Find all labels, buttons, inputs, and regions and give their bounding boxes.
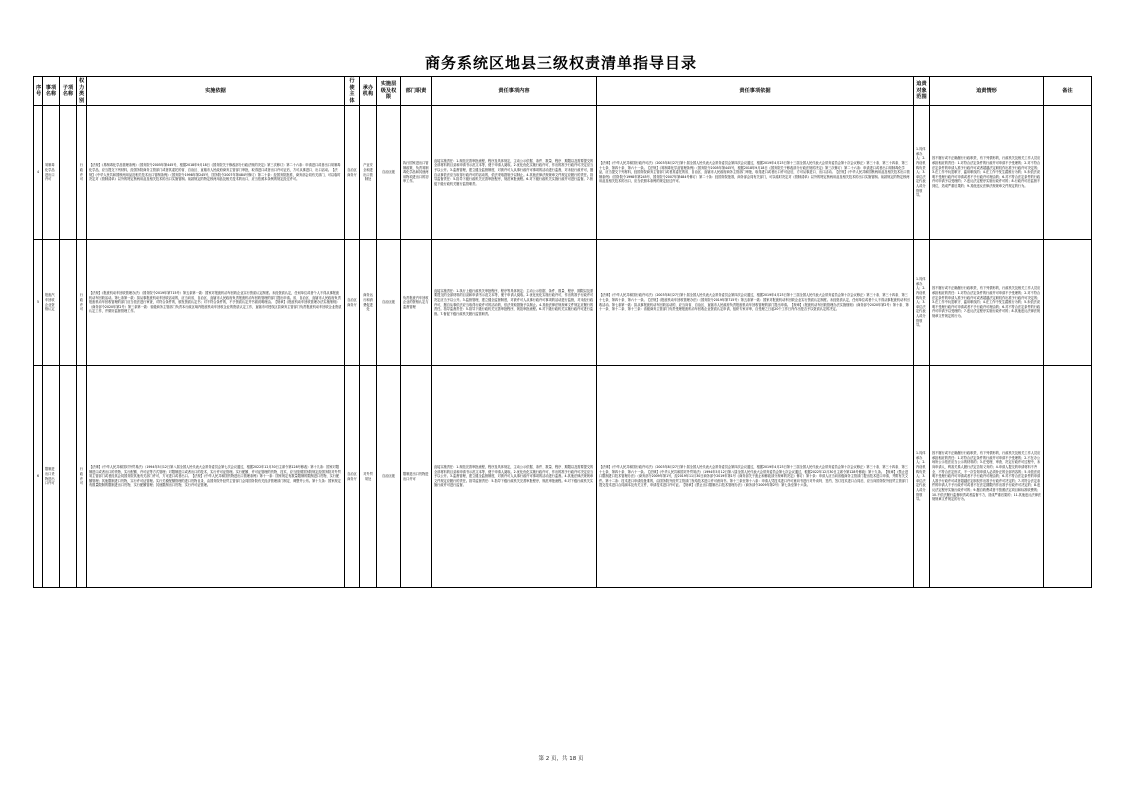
cell-exercise-subject: 自治区商务厅 xyxy=(345,366,360,588)
cell-basis: 【法规】《报废机动车回收管理办法》（国务院令2019年第715号）第五条第一款：国家对报废机动车回收企业实行资质认定制度。未经资质认定，任何单位或者个人不得从事报废机动车回收活动。第七条第一款：拟从事报废机动车回收活动的，应当向省、自治区、直辖市人民政府负责报废机动车回收管理的部门提出申请。省、自治区、直辖市人民政府负责报废机动车回收管理的部门应当依法进行审查，对符合条件的，颁发资质认定书；对不符合条件的，不予资质认定并书面说明理由。【规章】《报废机动车回收管理办法实施细则》（商务部令2020年第2号）第三条第一款：省级商务主管部门负责本行政区域内报废机动车回收企业的资质认定工作，直辖市可授权区县商务主管部门负责报废机动车回收企业资质认定工作，并做好监督管理工作。 xyxy=(87,240,345,366)
cell-seq: 5 xyxy=(34,240,43,366)
cell-circumstances: 因不履行或不正确履行行政职责，有下列情形的，行政机关及相关工作人员应承担相应的责任：1.对符合法定条件的行政许可申请不予受理的；2.对不符合法定条件的申请人准予行政许可或者超越法定职权作出准予行政许可决定的；3.在工作中玩忽职守、滥用职权的；4.在工作中发生腐败行为的；5.未依法说明不受理行政许可申请或者不予行政许可理由的；6.对不符合法定条件的行政许可申请予以受理的；7.违反法定程序实施行政许可的；8.行政许可后监督不到位，造成严重后果的；9.其他违反法律法规规章文件规定的行为。 xyxy=(930,106,1044,240)
header-resp-basis: 责任事项依据 xyxy=(597,77,914,106)
header-resp-content: 责任事项内容 xyxy=(432,77,597,106)
header-basis: 实施依据 xyxy=(87,77,345,106)
cell-power-type: 行政许可 xyxy=(77,366,87,588)
cell-seq: 6 xyxy=(34,366,43,588)
cell-resp-content: 直接实施责任：1.规范完善审批流程，程序及具体规定，主动公示依据、条件、数量、程序、期限以及需要提交的全部材料的目录和申请书示范文本等，便于申请人阅取。2.优化优化实施行政许可，作出的准予行政许可决定应当予以公开。3.监督管理，建立健全监督制度，对被许可人从事行政许可事项的活动进行监督。4.其他法律法规规章文件规定应履行的责任。指导监督责任：5.指导下级行政机关完善审批程序，规范审批流程。6.对下级行政机关实施行政许可进行监督。 xyxy=(432,366,597,588)
cell-basis: 【法律】《中华人民共和国对外贸易法》（1994年5月12日第八届全国人民代表大会常务委员会第七次会议通过，根据2022年12月30日主席令第128号修改）第十九条：国家对限制进口或者出口的货物，实行配额、许可证等方式管理；对限制进口或者出口的技术，实行许可证管理。实行配额、许可证管理的货物、技术，应当按照国务院规定经国务院对外贸易主管部门或者经其会同国务院其他有关部门许可，方可进口或者出口。【法规】《中华人民共和国货物进出口管理条例》第十一条：国家规定有数量限制的限制进口货物，实行配额管理；其他限制进口货物，实行许可证管理。实行关税配额管理的进口货物目录，由国务院外经贸主管部门会同国务院有关经济管理部门制定、调整并公布。第十九条：国家规定有数量限制的限制进出口货物，实行配额管理；其他限制出口货物，实行许可证管理。 xyxy=(87,366,345,588)
header-dept-duty: 部门职责 xyxy=(401,77,432,106)
header-undertaker: 承办机构 xyxy=(360,77,377,106)
cell-item-name: 易制毒化学品进出口许可 xyxy=(43,106,60,240)
cell-circumstances: 因不履行或不正确履行行政职责，有下列情形的，行政机关及相关工作人员应承担相应的责任：1.对符合法定条件的行政许可申请不予受理的；2.对不符合法定条件的申请人准予行政许可或者超越法定职权作出准予行政许可决定的；3.在工作中玩忽职守、滥用职权的；4.在工作中发生腐败行为的；5.未依法说明不受理行政许可申请或者不予行政许可理由的；6.对不符合法定条件的行政许可申请予以受理的；7.违反法定程序实施行政许可的；8.其他违反法律法规规章文件规定的行为。 xyxy=(930,240,1044,366)
header-exercise-subject: 行使主体 xyxy=(345,77,360,106)
cell-remarks xyxy=(1044,240,1092,366)
cell-remarks xyxy=(1044,106,1092,240)
header-power-type: 权力类别 xyxy=(77,77,87,106)
power-list-table xyxy=(33,76,1092,588)
cell-resp-content: 直接实施责任：1.执行上级行政机关审批程序，程序等具体规定；主动公示依据、条件、数量、程序、期限以及需要提交的全部材料的目录和申请书示范文本等，便于申请人阅取。2.优化优化实施行政许可，作出的准予行政许可决定应当予以公开。3.监督管理，建立健全监督制度，对被许可人从事行政许可事项的活动进行监督，对未经行政许可，擅自从事依法应当取得行政许可的活动的，依法采取措施予以制止。4.其他法律法规规章文件规定应履行的责任。指导监督责任：5.指导下级行政机关完善审批程序，规范审批流程。6.对下级行政机关实施行政许可进行监督。7.督促下级行政机关履行监管职责。 xyxy=(432,240,597,366)
cell-level-power: 自治区级 xyxy=(377,106,401,240)
cell-item-name: 报废汽车回收企业资格认定 xyxy=(43,240,60,366)
cell-sub-item xyxy=(60,106,77,240)
cell-exercise-subject: 自治区商务厅 xyxy=(345,240,360,366)
cell-resp-basis: 【法律】《中华人民共和国行政许可法》（2003年8月27日第十届全国人民代表大会常务委员会第四次会议通过，根据2019年4月23日第十三届全国人民代表大会常务委员会第十次会议修正）第三十条、第三十四条、第三十七条、第四十条、第六十一条。【法律】《中华人民共和国对外贸易法》（1994年5月12日第八届全国人民代表大会常务委员会第七次会议通过，根据2022年12月30日主席令第128号修改）第十九条。【规章】《禁止进口限制进口技术管理办法》（商务部令2009年第1号，经2019年11月30日商务部令2019年第1号《商务部关于废止和修改部分规章的决定》修订）第十条：申请人应当向省级商务主管部门提出技术进口申请，并附有关文件。第十二条：技术进口申请经批准的，由国务院外经贸主管部门发给技术进口许可意向书。第十三条至第十八条：申请人凭技术进口许可意向书进行对外谈判、签约，签订技术进口合同后，应当向国务院外经贸主管部门提交技术进口合同副本及有关文件，申请技术进口许可证。【规章】《禁止出口限制出口技术管理办法》（商务部令2009年第2号）第七条至第十六条。 xyxy=(597,366,914,588)
cell-resp-basis: 【法律】《中华人民共和国行政许可法》（2003年8月27日第十届全国人民代表大会常务委员会第四次会议通过，根据2019年4月23日第十三届全国人民代表大会常务委员会第十次会议修正）第三十条、第三十四条、第三十七条、第四十条、第六十一条。【法规】《易制毒化学品管理条例》（国务院令2005年第445号，根据2018年9月18日《国务院关于修改部分行政法规的决定》第三次修订）第二十六条：申请进口或者出口易制毒化学品，应当提交下列材料，经国务院商务主管部门或者其委托的省、自治区、直辖市人民政府商务主管部门审批，取得进口或者出口许可证后，方可从事进口、出口活动。【法规】《中华人民共和国核两用品及相关技术出口管制条例》（国务院令1998年第245号，国务院令2007年第484号修订）第二十条：经国务院批准，商务部会同有关部门，可以临时决定对《管制清单》以外的特定核两用品及相关技术的出口实施管制。前款规定的特定核两用品及相关技术的出口，应当依照本条例的规定经过许可。 xyxy=(597,106,914,240)
table-row xyxy=(34,366,1092,588)
cell-basis: 【法规】《易制毒化学品管理条例》（国务院令2005年第445号，根据2018年9月18日《国务院关于修改部分行政法规的决定》第三次修订）第二十六条：申请进口或者出口易制毒化学品，应当提交下列材料，经国务院商务主管部门或者其委托的省、自治区、直辖市人民政府商务主管部门审批，取得进口或者出口许可证后，方可从事进口、出口活动。【法规】《中华人民共和国核两用品及相关技术出口管制条例》（国务院令1998年第245号，国务院令2007年第484号修订）第二十条：经国务院批准，商务部会同有关部门，可以临时决定对《管制清单》以外的特定核两用品及相关技术的出口实施管制。前款规定的特定核两用品及相关技术的出口，应当依照本条例的规定经过许可。 xyxy=(87,106,345,240)
cell-undertaker: 对外贸易处 xyxy=(360,366,377,588)
cell-sub-item xyxy=(60,366,77,588)
table-row xyxy=(34,106,1092,240)
cell-circumstances: 因不履行或不正确履行行政职责，有下列情形的，行政机关及相关工作人员应承担相应的责任：1.对符合法定条件的行政许可申请不予受理的；2.不在办公场所公示依法应当公示的材料的；3.在受理、审查、决定行政许可过程中，未向申请人、利害关系人履行法定告知义务的；4.申请人提交的申请材料不齐全、不符合法定形式，不一次告知申请人必须补正的全部内容的；5.未依法说明不受理行政许可申请或者不予行政许可理由的；6.对不符合法定条件的申请人准予行政许可或者超越法定职权作出准予行政许可决定的；7.对符合法定条件的申请人不予行政许可或者不在法定期限内作出准予行政许可决定的；8.违反法定程序实施行政许可的；9.擅自收费或者不按照法定项目和标准收费的；10.不依法履行监督职责或者监督不力，造成严重后果的；11.其他违反法律法规规章文件规定的行为。 xyxy=(930,366,1044,588)
cell-level-power: 自治区级 xyxy=(377,366,401,588)
header-level-power: 实施层级及权限 xyxy=(377,77,401,106)
cell-dept-duty: 执行国家进出口管制政策，负责易制毒化学品和其他两用物项进出口的初审工作。 xyxy=(401,106,432,240)
cell-undertaker: 商务运行和消费促进处 xyxy=(360,240,377,366)
cell-power-type: 行政许可 xyxy=(77,106,87,240)
cell-undertaker: 产业安全和进出口管制处 xyxy=(360,106,377,240)
table-header-row xyxy=(34,77,1092,106)
cell-power-type: 行政许可 xyxy=(77,240,87,366)
header-accountable: 追责对象范围 xyxy=(914,77,930,106)
cell-level-power: 自治区级 xyxy=(377,240,401,366)
header-seq: 序号 xyxy=(34,77,43,106)
page-title: 商务系统区地县三级权责清单指导目录 xyxy=(424,54,697,72)
header-circumstances: 追责情形 xyxy=(930,77,1044,106)
page-number: 第 2 页，共 18 页 xyxy=(538,756,584,762)
cell-accountable: 1.具体承办人；2.内设机构负责人；3.单位法定代表人或分管领导。 xyxy=(914,366,930,588)
cell-dept-duty: 限制进出口货物进出口许可 xyxy=(401,366,432,588)
cell-accountable: 1.具体承办人；2.内设机构负责人；3.单位法定代表人或分管领导。 xyxy=(914,240,930,366)
cell-item-name: 限制进出口货物进出口许可 xyxy=(43,366,60,588)
cell-resp-basis: 【法律】《中华人民共和国行政许可法》（2003年8月27日第十届全国人民代表大会常务委员会第四次会议通过，根据2019年4月23日第十三届全国人民代表大会常务委员会第十次会议修正）第三十条、第三十四条、第三十七条、第四十条、第六十一条。【法规】《报废机动车回收管理办法》（国务院令2019年第715号）第五条第一款：国家对报废机动车回收企业实行资质认定制度。未经资质认定，任何单位或者个人不得从事报废机动车回收活动。第七条第一款：拟从事报废机动车回收活动的，应当向省、自治区、直辖市人民政府负责报废机动车回收管理的部门提出申请。【规章】《报废机动车回收管理办法实施细则》（商务部令2020年第2号）第十条、第十一条、第十二条、第十三条：省级商务主管部门负责受理报废机动车回收企业资质认定申请，组织专家评审，自受理之日起20个工作日内作出是否予以资质认定的决定。 xyxy=(597,240,914,366)
cell-accountable: 1.具体承办人；2.内设机构负责人；3.单位法定代表人或分管领导。 xyxy=(914,106,930,240)
header-sub-item: 子项名称 xyxy=(60,77,77,106)
header-item-name: 事项名称 xyxy=(43,77,60,106)
table-row xyxy=(34,240,1092,366)
cell-sub-item xyxy=(60,240,77,366)
cell-dept-duty: 负责报废汽车回收企业的资格认定与监督管理 xyxy=(401,240,432,366)
cell-remarks xyxy=(1044,366,1092,588)
header-remarks: 备注 xyxy=(1044,77,1092,106)
cell-resp-content: 直接实施责任：1.规范完善审批流程，程序及具体规定，主动公示依据、条件、数量、程序、期限以及需要提交的全部材料的目录和申请书示范文本等，便于申请人阅取。2.优化优化实施行政许可，作出的准予行政许可决定应当予以公开。3.监督管理，建立健全监督制度，对被许可人从事行政许可事项的活动进行监督，对未经行政许可，擅自从事依法应当取得行政许可的活动的，依法采取措施予以制止。4.其他法律法规规章文件规定应履行的责任。指导监督责任：5.指导下级行政机关完善审批程序，规范审批流程。6.对下级行政机关实施行政许可进行监督。7.督促下级行政机关履行监管职责。 xyxy=(432,106,597,240)
cell-exercise-subject: 自治区商务厅 xyxy=(345,106,360,240)
cell-seq: 4 xyxy=(34,106,43,240)
